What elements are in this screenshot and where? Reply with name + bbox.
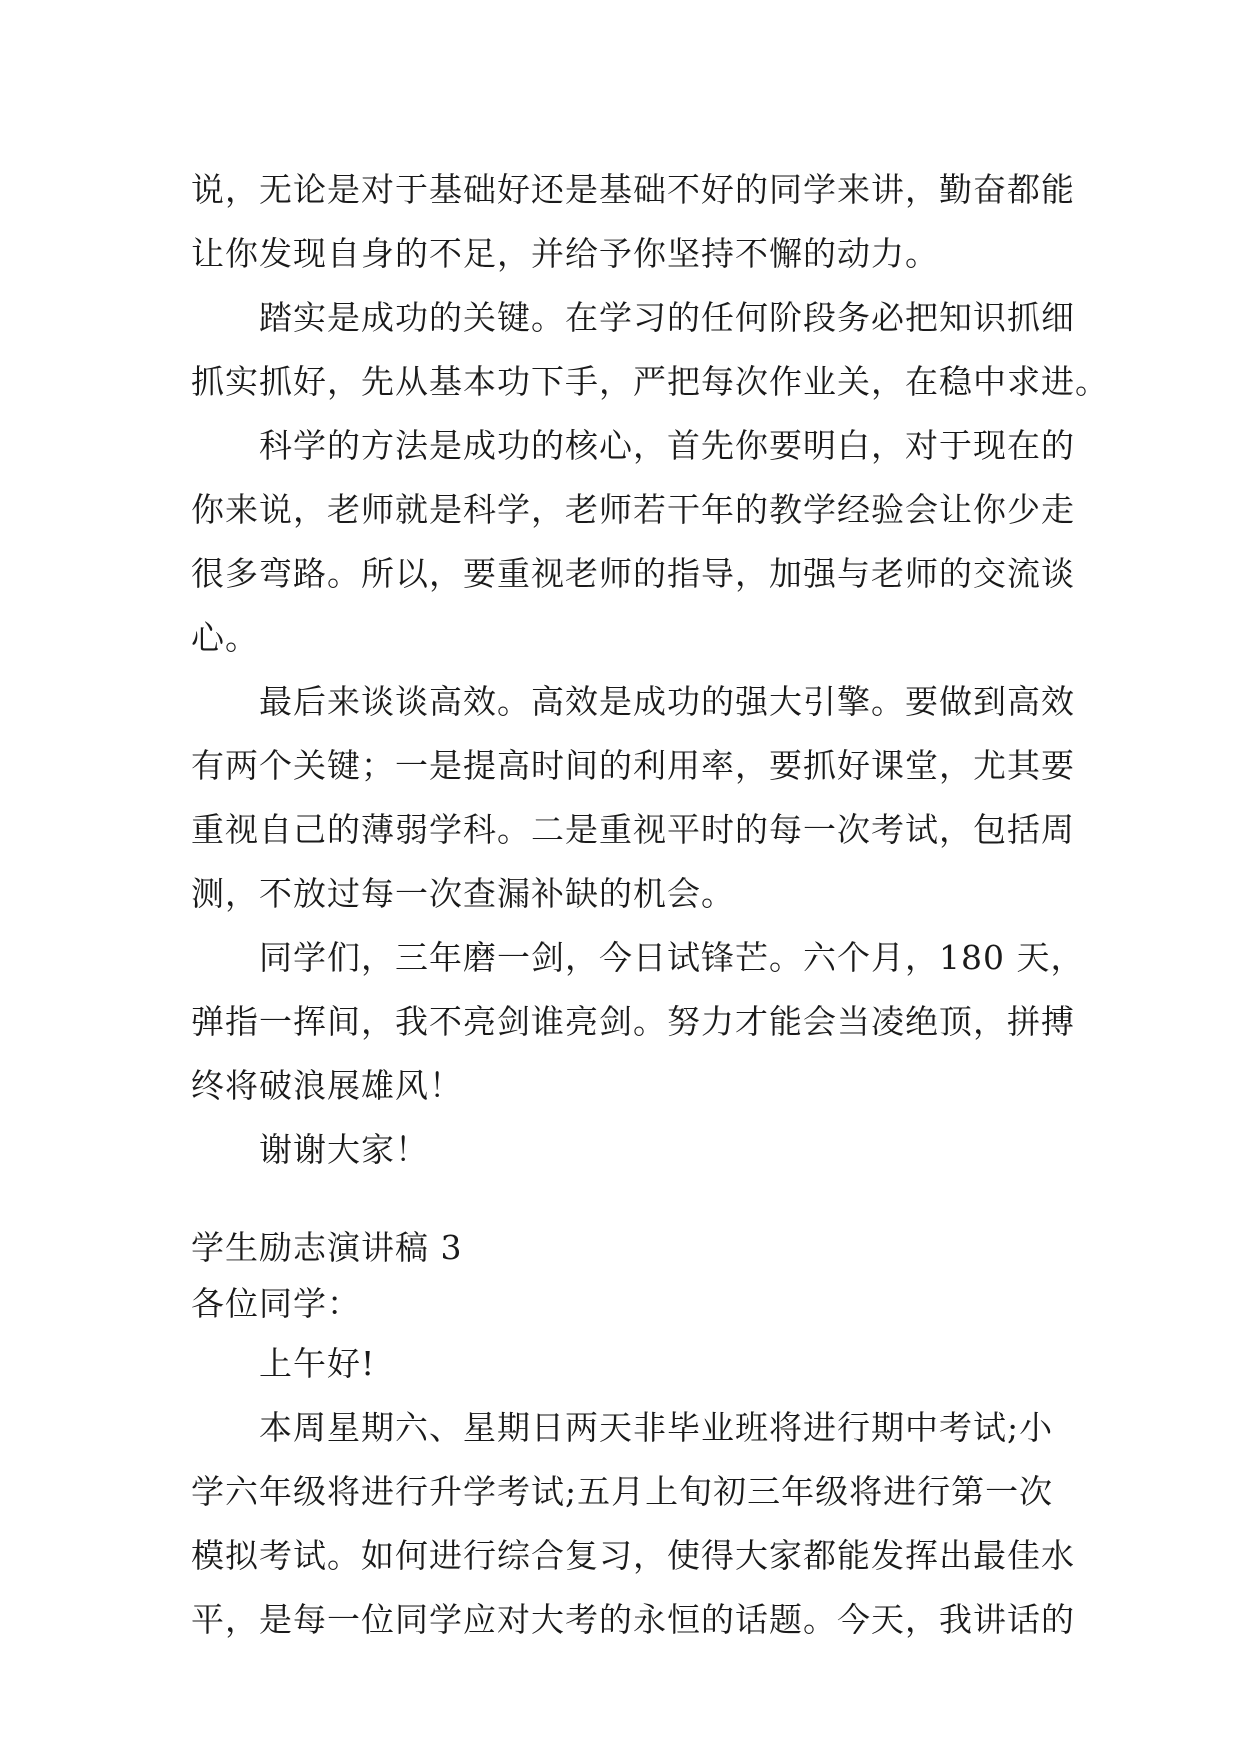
paragraph-1 <box>191 158 1075 286</box>
text-line: 同学们，三年磨一剑，今日试锋芒。六个月，180 天， <box>259 938 1085 977</box>
text-line: 最后来谈谈高效。高效是成功的强大引擎。要做到高效 <box>259 682 1075 721</box>
paragraph-2 <box>191 286 1109 414</box>
section-title: 学生励志演讲稿 3 <box>191 1228 463 1267</box>
text-line: 心。 <box>191 618 259 657</box>
text-line: 重视自己的薄弱学科。二是重视平时的每一次考试，包括周 <box>191 810 1075 849</box>
text-line: 抓实抓好，先从基本功下手，严把每次作业关，在稳中求进。 <box>191 362 1109 401</box>
text-line: 学六年级将进行升学考试;五月上旬初三年级将进行第一次 <box>191 1472 1054 1511</box>
text-line: 很多弯路。所以，要重视老师的指导，加强与老师的交流谈 <box>191 554 1075 593</box>
text-line: 谢谢大家！ <box>259 1130 429 1169</box>
paragraph-6 <box>191 1118 1051 1182</box>
text-line: 弹指一挥间，我不亮剑谁亮剑。努力才能会当凌绝顶，拼搏 <box>191 1002 1075 1041</box>
paragraph-4 <box>191 670 1075 926</box>
section-spacer <box>191 1182 1051 1220</box>
salutation: 各位同学： <box>191 1284 361 1323</box>
text-line: 模拟考试。如何进行综合复习，使得大家都能发挥出最佳水 <box>191 1536 1075 1575</box>
paragraph-5 <box>191 926 1085 1118</box>
text-line: 科学的方法是成功的核心，首先你要明白，对于现在的 <box>259 426 1075 465</box>
text-line: 平，是每一位同学应对大考的永恒的话题。今天，我讲话的 <box>191 1600 1075 1639</box>
paragraph-3 <box>191 414 1075 670</box>
text-line: 踏实是成功的关键。在学习的任何阶段务必把知识抓细 <box>259 298 1075 337</box>
text-line: 你来说，老师就是科学，老师若干年的教学经验会让你少走 <box>191 490 1075 529</box>
greeting: 上午好! <box>259 1344 376 1383</box>
text-line: 说，无论是对于基础好还是基础不好的同学来讲，勤奋都能 <box>191 170 1075 209</box>
text-line: 让你发现自身的不足，并给予你坚持不懈的动力。 <box>191 234 939 273</box>
paragraph-7 <box>191 1396 1075 1652</box>
text-line: 有两个关键；一是提高时间的利用率，要抓好课堂，尤其要 <box>191 746 1075 785</box>
text-line: 测，不放过每一次查漏补缺的机会。 <box>191 874 735 913</box>
document-page <box>191 158 1109 1652</box>
text-line: 终将破浪展雄风！ <box>191 1066 463 1105</box>
text-line: 本周星期六、星期日两天非毕业班将进行期中考试;小 <box>259 1408 1054 1447</box>
